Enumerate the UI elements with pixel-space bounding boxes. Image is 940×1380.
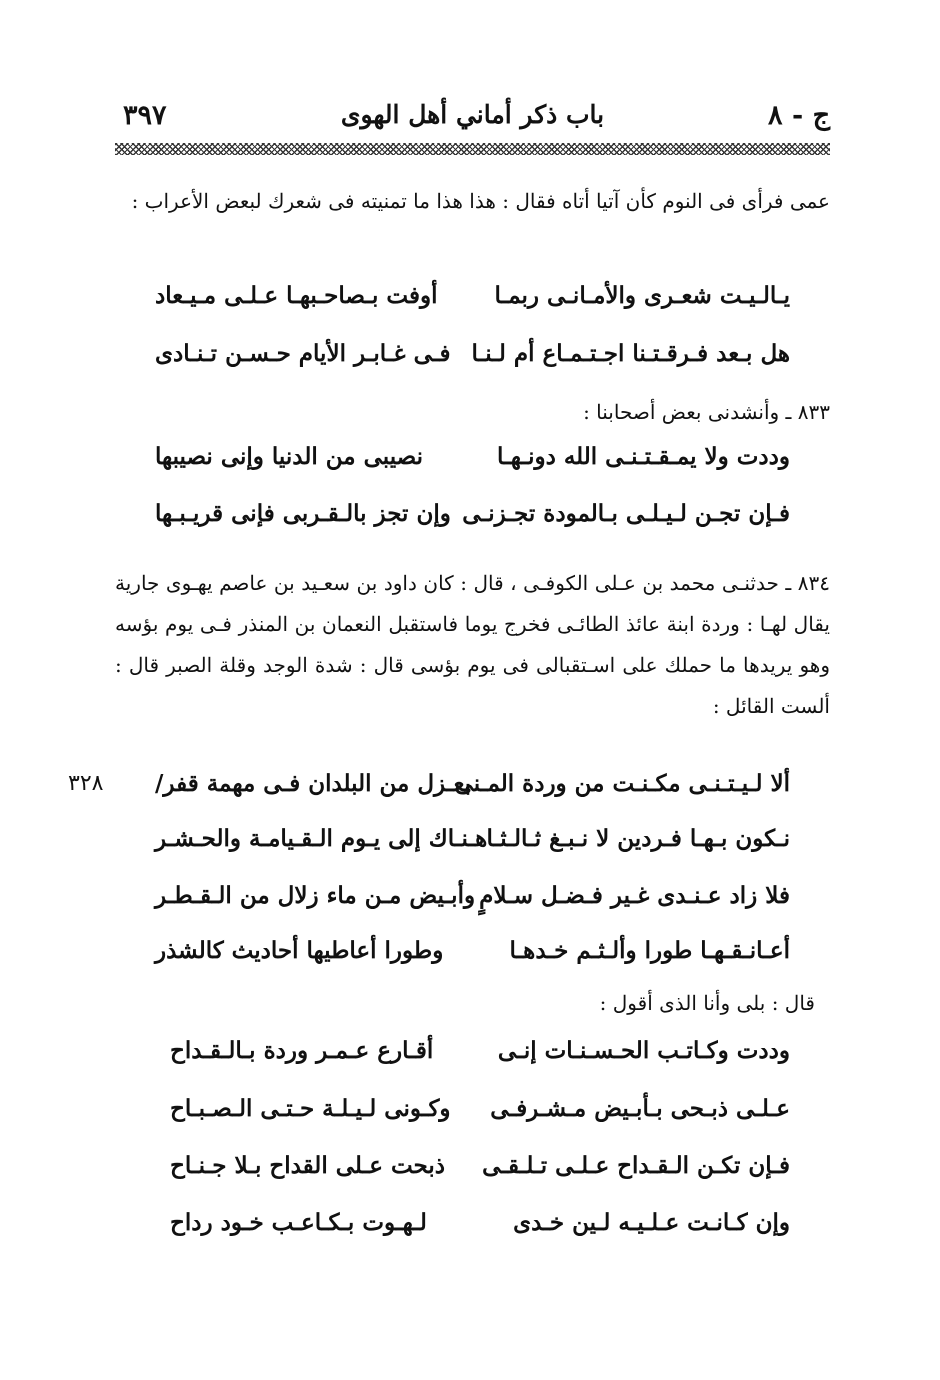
chapter-title: باب ذكر أماني أهل الهوى [340,100,605,129]
volume-label: ج - ٨ [768,100,830,131]
verse-first-hemistich: فلا زاد عـنـدى غـير فـضـل سـلامٍ [479,882,790,909]
verse-line [155,490,790,538]
verse-first-hemistich: ألا لـيـتـنـى مكـنـت من وردة المـنى [454,770,790,797]
margin-number: ٣٢٨ [68,771,104,796]
narration-834: ٨٣٤ ـ حدثنـى محمد بن عـلى الكوفـى ، قال : كان داود بن سعـيد بن عاصم يهـوى جارية يقال لهـا : وردة ابنة عائذ الطائـى فخرج يوما فاستقبل النعمان بن المنذر فـى يوم بؤسه وهو يريدها ما حملك على اسـتقبالى فى يوم بؤسى قال : شدة الوجد وقلة الصبر قال : ألست القائل : [115,571,830,718]
verse-first-hemistich: هل بـعد فـرقـتـنا اجـتـمـاع أم لـنـا [471,340,790,367]
verse-second-hemistich: وكـونى لـيـلـة حـتـى الـصـبـاح [170,1095,451,1122]
intro-paragraph: عمى فرأى فى النوم كأن آتيا أتاه فقال : هذا هذا ما تمنيته فى شعرك لبعض الأعراب : [131,189,830,213]
verse-line [155,433,790,481]
verse-line [155,815,790,863]
verse-first-hemistich: فـإن تجـن لـيـلـى بـالمودة تجـزنـى [462,500,790,527]
narration-833: ٨٣٣ ـ وأنشدنى بعض أصحابنا : [583,400,830,424]
reply-line: قال : بلى وأنا الذى أقول : [599,991,815,1015]
verse-second-hemistich: وأبـيض مـن ماء زلال من الـقـطـر [155,882,476,909]
verse-second-hemistich: نصيبى من الدنيا وإنى نصيبها [155,443,423,470]
verse-line [155,872,790,920]
verse-first-hemistich: عـلـى ذبـحى بـأبـيض مـشـرفـى [490,1095,790,1122]
verse-first-hemistich: وددت وكـاتـب الحـسـنـات إنـى [497,1037,790,1064]
verse-first-hemistich: فـإن تكـن الـقـداح عـلـى تـلـقـى [482,1152,790,1179]
verse-line [155,760,790,808]
verse-first-hemistich: وددت ولا يمـقـتـنـى الله دونـهـا [496,443,790,470]
verse-first-hemistich: وإن كـانـت عـلـيـه لـين خـدى [513,1209,790,1236]
verse-second-hemistich: وطورا أعاطيها أحاديث كالشذر [155,937,444,964]
verse-second-hemistich: أقـارع عـمـر وردة بـالـقـداح [170,1037,434,1064]
verse-first-hemistich: نـكون بـهـا فـردين لا نـبـغ ثـالـثـا [486,825,790,852]
page-number: ٣٩٧ [123,100,167,131]
verse-second-hemistich: وإن تجز بالـقـربى فإنى قريـبـها [155,500,451,527]
verse-line [170,1142,790,1190]
header-ornamental-rule [115,143,830,155]
verse-second-hemistich: ذبحت عـلى القداح بـلا جـنـاح [170,1152,446,1179]
verse-second-hemistich: لـهـوت بـكـاعـب خـود رداح [170,1209,427,1236]
verse-line [155,272,790,320]
verse-second-hemistich: بعـزل من البلدان فـى مهمة قفر/ [155,770,471,797]
page-header [115,100,830,144]
verse-second-hemistich: هـنـاك إلى يـوم الـقـيامـة والحـشـر [155,825,488,852]
verse-first-hemistich: أعـانـقـهـا طورا وألـثـم خـدهـا [509,937,790,964]
verse-second-hemistich: فـى غـابـر الأيام حـسـن تـنـادى [155,340,451,367]
verse-line [170,1027,790,1075]
verse-line [170,1199,790,1247]
verse-line [155,330,790,378]
verse-line [170,1085,790,1133]
verse-line [155,927,790,975]
verse-second-hemistich: أوفت بـصاحـبهـا عـلـى مـيـعاد [155,282,438,309]
verse-first-hemistich: يـالـيـت شعـرى والأمـانـى ربمـا [494,282,790,309]
